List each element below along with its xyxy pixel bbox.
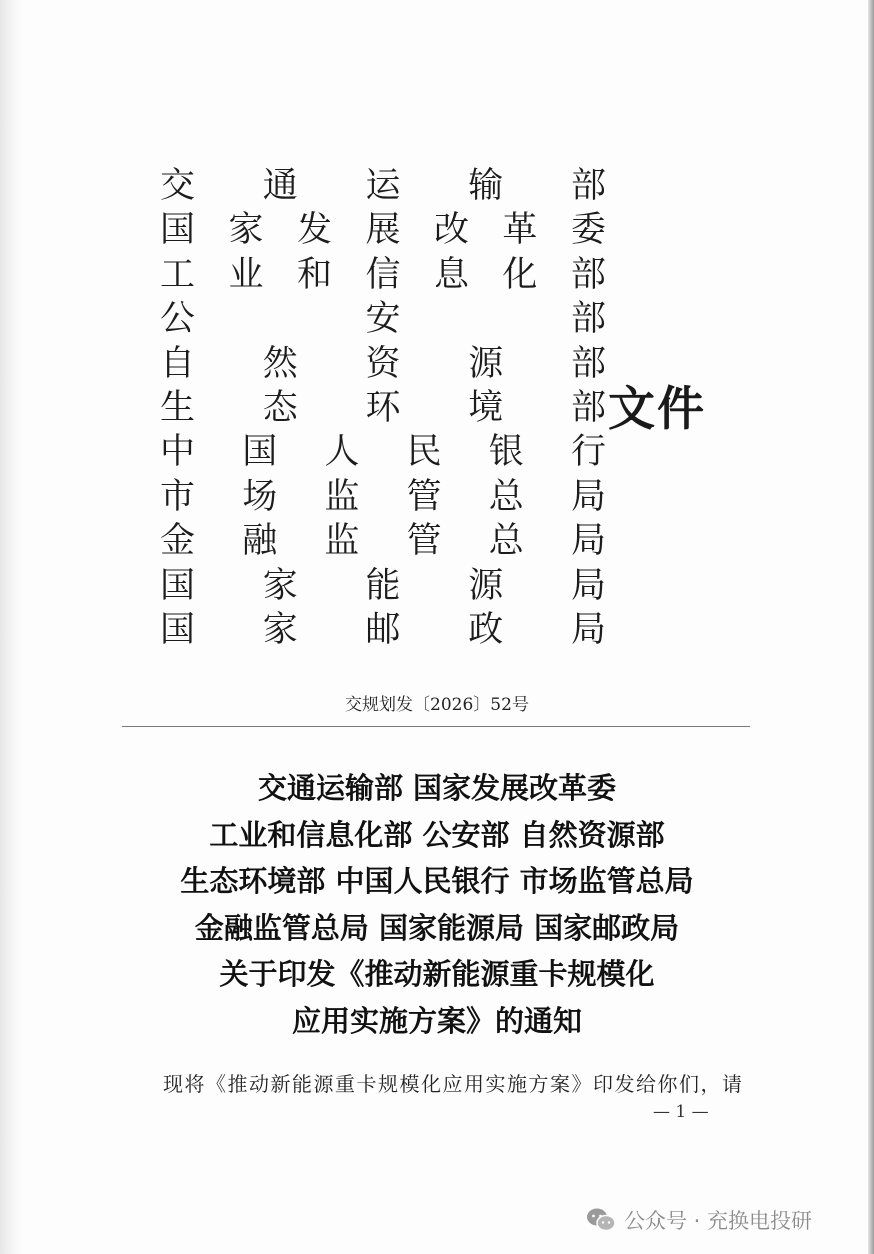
- issuer-char: 部: [570, 387, 606, 428]
- title-line: 应用实施方案》的通知: [291, 1003, 582, 1038]
- issuer-char: 国: [242, 432, 278, 473]
- issuer-char: 资: [365, 343, 401, 384]
- issuer-row: [160, 430, 606, 474]
- issuer-char: 和: [296, 254, 332, 295]
- issuer-char: 局: [570, 476, 606, 517]
- issuer-row: [160, 208, 606, 252]
- issuer-row: [160, 475, 606, 519]
- issuer-char: 输: [468, 166, 504, 206]
- issuer-char: 信: [365, 254, 401, 295]
- issuer-char: 公: [160, 299, 196, 340]
- issuer-char: 管: [406, 476, 442, 517]
- header-divider: [122, 726, 750, 727]
- issuer-char: 政: [468, 609, 504, 650]
- issuer-char: 家: [262, 609, 298, 650]
- issuer-char: 融: [242, 521, 278, 562]
- issuer-char: 银: [488, 432, 524, 473]
- issuer-char: 行: [570, 432, 606, 473]
- watermark-text: 公众号 · 充换电投研: [624, 1209, 813, 1233]
- issuer-char: 革: [502, 210, 538, 251]
- issuer-char: 改: [433, 210, 469, 251]
- issuer-char: 国: [160, 210, 196, 251]
- issuer-char: 场: [242, 476, 278, 517]
- issuer-char: 家: [262, 565, 298, 606]
- issuer-char: 自: [160, 343, 196, 384]
- title-line: 工业和信息化部 公安部 自然资源部: [209, 817, 665, 852]
- issuer-char: 市: [160, 476, 196, 517]
- issuer-char: 源: [468, 565, 504, 606]
- title-line: 金融监管总局 国家能源局 国家邮政局: [194, 910, 680, 945]
- issuer-char: 工: [160, 254, 196, 295]
- issuer-row: [160, 297, 606, 341]
- issuer-char: 部: [570, 299, 606, 340]
- page-number: — 1 —: [653, 1102, 709, 1122]
- scan-shadow-right: [868, 0, 874, 1254]
- issuer-char: 家: [228, 210, 264, 251]
- issuer-char: 监: [324, 521, 360, 562]
- title-line: 生态环境部 中国人民银行 市场监管总局: [180, 864, 694, 898]
- issuer-char: 民: [406, 432, 442, 473]
- body-text: 现将《推动新能源重卡规模化应用实施方案》印发给你们，请: [163, 1072, 744, 1096]
- issuer-row: [160, 164, 606, 208]
- issuer-char: 中: [160, 432, 196, 473]
- issuer-char: 安: [365, 299, 401, 340]
- issuer-char: 发: [296, 210, 332, 251]
- issuer-char: 局: [570, 609, 606, 650]
- title-line: 关于印发《推动新能源重卡规模化: [219, 957, 655, 991]
- issuer-char: 生: [160, 387, 196, 428]
- issuer-char: 息: [433, 254, 469, 295]
- issuer-char: 能: [365, 565, 401, 606]
- issuer-char: 交: [160, 166, 196, 206]
- issuer-char: 态: [262, 387, 298, 428]
- issuer-row: [160, 386, 606, 430]
- issuer-char: 管: [406, 521, 442, 562]
- issuer-char: 人: [324, 432, 360, 473]
- issuer-char: 运: [365, 166, 401, 206]
- issuer-char: 总: [488, 476, 524, 517]
- wechat-icon: [586, 1207, 616, 1233]
- issuer-char: 业: [228, 254, 264, 295]
- issuer-char: 然: [262, 343, 298, 384]
- issuer-char: 源: [468, 343, 504, 384]
- watermark: [586, 1205, 812, 1235]
- issuer-row: [160, 342, 606, 386]
- issuer-row: [160, 564, 606, 608]
- issuer-row: [160, 253, 606, 297]
- document-suffix: 文件: [608, 382, 706, 437]
- issuer-row: [160, 519, 606, 563]
- issuer-char: 国: [160, 609, 196, 650]
- issuer-char: 金: [160, 521, 196, 562]
- issuer-row: [160, 608, 606, 652]
- issuer-char: 局: [570, 521, 606, 562]
- issuer-char: 环: [365, 387, 401, 428]
- issuer-char: 通: [262, 166, 298, 206]
- issuer-char: 部: [570, 343, 606, 384]
- issuer-char: 监: [324, 476, 360, 517]
- document-title: [0, 765, 874, 1044]
- issuer-char: 总: [488, 521, 524, 562]
- scan-shadow-left: [0, 0, 22, 1254]
- issuer-char: 局: [570, 565, 606, 606]
- issuer-char: 部: [570, 166, 606, 206]
- document-number: 交规划发〔2026〕52号: [345, 695, 529, 715]
- issuer-char: 部: [570, 254, 606, 295]
- issuer-char: 境: [468, 387, 504, 428]
- issuer-block: [160, 164, 606, 652]
- issuer-char: 邮: [365, 609, 401, 650]
- issuer-char: 展: [365, 210, 401, 251]
- issuer-char: 化: [502, 254, 538, 295]
- issuer-char: 国: [160, 565, 196, 606]
- issuer-char: 委: [570, 210, 606, 251]
- title-line: 交通运输部 国家发展改革委: [257, 771, 617, 805]
